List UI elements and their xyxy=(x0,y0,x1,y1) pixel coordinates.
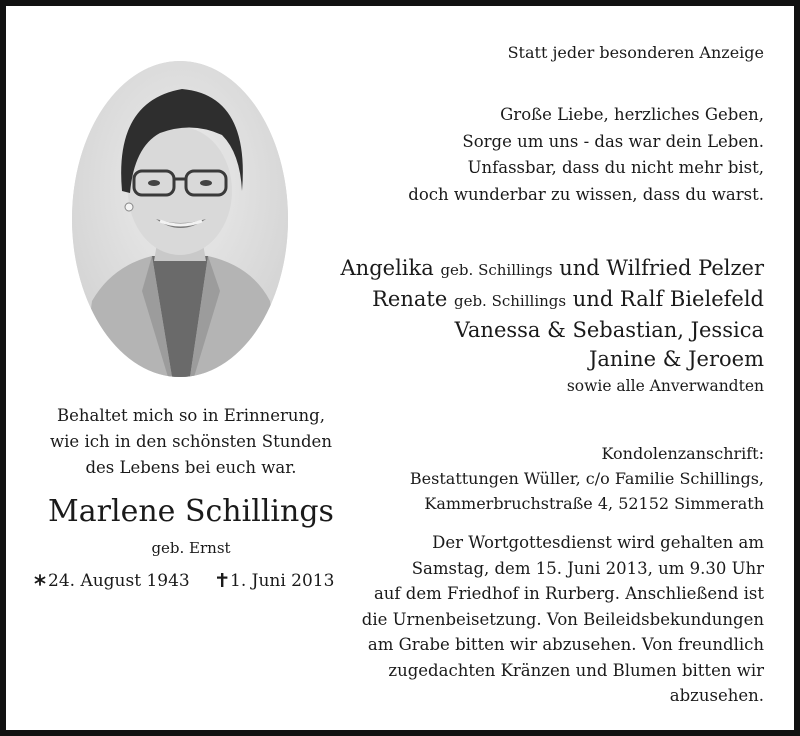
family-maiden: geb. Schillings xyxy=(440,261,553,279)
family-first-name: Angelika xyxy=(340,256,434,280)
address-line: Bestattungen Wüller, c/o Familie Schillings, xyxy=(409,469,764,488)
address-label: Kondolenzanschrift: xyxy=(601,444,764,463)
cross-icon xyxy=(216,569,228,593)
poem-line: Sorge um uns - das war dein Leben. xyxy=(462,131,764,151)
family-line xyxy=(324,285,764,316)
service-line: die Urnenbeisetzung. Von Beileidsbekundungen xyxy=(361,609,764,629)
deceased-name: Marlene Schillings xyxy=(48,494,334,529)
death-date-group xyxy=(216,569,334,593)
family-maiden: geb. Schillings xyxy=(453,292,567,310)
address-line: Kammerbruchstraße 4, 52152 Simmerath xyxy=(424,494,764,513)
family-line: Janine & Jeroem xyxy=(588,347,764,371)
relatives-text: sowie alle Anverwandten xyxy=(566,377,764,395)
asterisk-icon xyxy=(34,569,46,593)
death-date: 1. Juni 2013 xyxy=(230,571,335,591)
family-line xyxy=(324,254,764,285)
right-poem xyxy=(324,102,764,208)
family-rest: und Ralf Bielefeld xyxy=(572,287,764,311)
service-line: Der Wortgottesdienst wird gehalten am xyxy=(432,533,764,552)
poem-line: des Lebens bei euch war. xyxy=(85,458,297,477)
family-first-name: Renate xyxy=(372,287,448,311)
poem-line: Unfassbar, dass du nicht mehr bist, xyxy=(467,158,764,177)
condolence-address xyxy=(324,441,764,516)
service-line: zugedachten Kränzen und Blumen bitten wir xyxy=(388,660,764,680)
service-line: Samstag, dem 15. Juni 2013, um 9.30 Uhr xyxy=(411,558,764,578)
birth-date: 24. August 1943 xyxy=(48,571,190,591)
header-text: Statt jeder besonderen Anzeige xyxy=(507,43,764,62)
portrait-photo xyxy=(72,61,288,377)
left-poem xyxy=(36,403,346,481)
service-line: abzusehen. xyxy=(669,686,764,705)
service-line: am Grabe bitten wir abzusehen. Von freundlich xyxy=(367,635,764,654)
poem-line: doch wunderbar zu wissen, dass du warst. xyxy=(408,184,764,204)
service-line: auf dem Friedhof in Rurberg. Anschließend ist xyxy=(373,584,764,603)
birth-date-group xyxy=(34,569,190,593)
family-rest: und Wilfried Pelzer xyxy=(559,256,764,280)
poem-line: Behaltet mich so in Erinnerung, xyxy=(57,406,325,425)
poem-line: Große Liebe, herzliches Geben, xyxy=(500,105,764,124)
family-list xyxy=(324,254,764,374)
maiden-name: geb. Ernst xyxy=(151,539,231,557)
family-line: Vanessa & Sebastian, Jessica xyxy=(454,318,764,342)
poem-line: wie ich in den schönsten Stunden xyxy=(50,432,332,451)
service-info xyxy=(324,530,764,709)
